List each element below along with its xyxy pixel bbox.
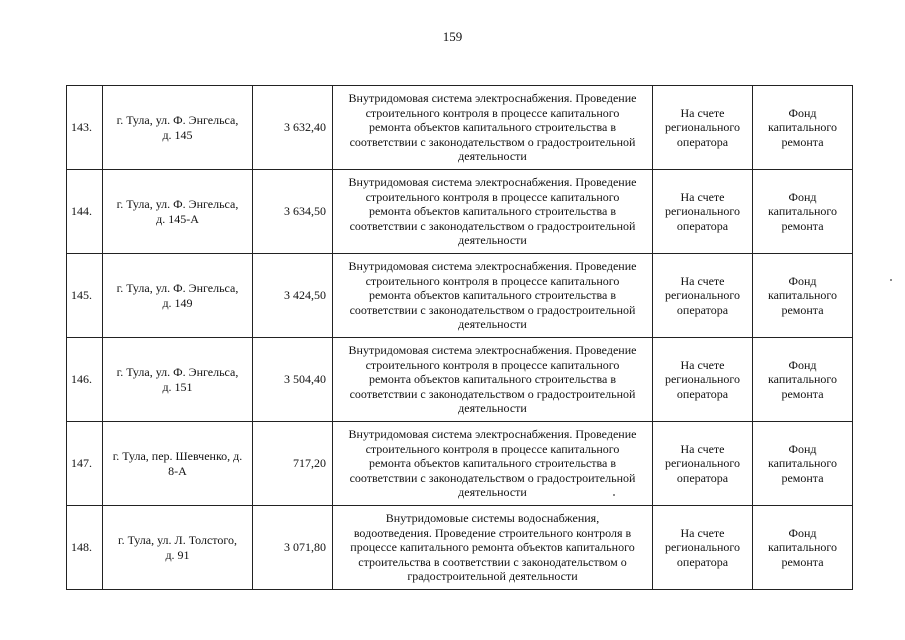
row-number-cell bbox=[67, 86, 103, 170]
source-line: Фонд bbox=[788, 441, 817, 456]
source-line: Фонд bbox=[788, 273, 817, 288]
row-number-cell bbox=[67, 422, 103, 506]
work-description-cell bbox=[333, 338, 653, 422]
row-number-cell bbox=[67, 254, 103, 338]
address-line: г. Тула, ул. Ф. Энгельса, bbox=[116, 280, 239, 295]
method-line: регионального bbox=[664, 288, 741, 303]
source-line: ремонта bbox=[781, 554, 824, 569]
row-number: 143 . bbox=[71, 120, 92, 135]
accumulation-method-cell bbox=[653, 422, 753, 506]
accumulation-method-cell bbox=[653, 506, 753, 590]
method-line: На счете bbox=[680, 189, 725, 204]
address-cell bbox=[103, 422, 253, 506]
source-line: Фонд bbox=[788, 357, 817, 372]
work-line: деятельности bbox=[458, 149, 527, 164]
row-number-cell bbox=[67, 506, 103, 590]
method-line: регионального bbox=[664, 456, 741, 471]
source-line: капитального bbox=[768, 204, 837, 219]
address-line: д. 151 bbox=[162, 379, 193, 394]
work-line: строительства в соответствии с законодательством о bbox=[358, 554, 627, 569]
source-line: капитального bbox=[768, 120, 837, 135]
address-line: д. 149 bbox=[162, 295, 193, 310]
table-row bbox=[67, 422, 853, 506]
work-line: соответствии с законодательством о градостроительной bbox=[349, 470, 636, 485]
row-number-cell bbox=[67, 338, 103, 422]
accumulation-method-cell bbox=[653, 338, 753, 422]
work-line: Внутридомовая система электроснабжения. Проведение bbox=[348, 259, 637, 274]
work-line: соответствии с законодательством о градостроительной bbox=[349, 302, 636, 317]
row-number: 144 . bbox=[71, 204, 92, 219]
work-line: ремонта объектов капитального строительства в bbox=[368, 204, 617, 219]
table-row bbox=[67, 86, 853, 170]
work-line: строительного контроля в процессе капитального bbox=[365, 189, 620, 204]
source-line: ремонта bbox=[781, 218, 824, 233]
method-line: регионального bbox=[664, 204, 741, 219]
funding-source-cell bbox=[753, 86, 853, 170]
area-cell: 3 424,50 bbox=[253, 254, 333, 338]
funding-source-cell bbox=[753, 422, 853, 506]
work-line: деятельности bbox=[458, 485, 527, 500]
work-line: деятельности bbox=[458, 317, 527, 332]
work-line: ремонта объектов капитального строительства в bbox=[368, 456, 617, 471]
work-description-cell bbox=[333, 254, 653, 338]
work-description-cell bbox=[333, 422, 653, 506]
address-cell bbox=[103, 170, 253, 254]
work-line: ремонта объектов капитального строительства в bbox=[368, 120, 617, 135]
work-line: деятельности bbox=[458, 401, 527, 416]
method-line: На счете bbox=[680, 441, 725, 456]
method-line: оператора bbox=[676, 470, 729, 485]
work-line: строительного контроля в процессе капитального bbox=[365, 357, 620, 372]
work-line: водоотведения. Проведение строительного контроля в bbox=[353, 525, 632, 540]
funding-source-cell bbox=[753, 506, 853, 590]
method-line: регионального bbox=[664, 120, 741, 135]
source-line: Фонд bbox=[788, 525, 817, 540]
area-cell: 3 632,40 bbox=[253, 86, 333, 170]
source-line: капитального bbox=[768, 372, 837, 387]
row-number: 147 . bbox=[71, 456, 92, 471]
work-line: строительного контроля в процессе капитального bbox=[365, 273, 620, 288]
address-line: г. Тула, пер. Шевченко, д. bbox=[112, 448, 243, 463]
source-line: ремонта bbox=[781, 302, 824, 317]
method-line: регионального bbox=[664, 372, 741, 387]
table-row bbox=[67, 338, 853, 422]
work-line: соответствии с законодательством о градостроительной bbox=[349, 386, 636, 401]
address-line: г. Тула, ул. Ф. Энгельса, bbox=[116, 364, 239, 379]
method-line: На счете bbox=[680, 273, 725, 288]
work-line: Внутридомовая система электроснабжения. Проведение bbox=[348, 91, 637, 106]
table-row bbox=[67, 506, 853, 590]
method-line: оператора bbox=[676, 218, 729, 233]
method-line: На счете bbox=[680, 525, 725, 540]
work-line: строительного контроля в процессе капитального bbox=[365, 441, 620, 456]
source-line: капитального bbox=[768, 456, 837, 471]
method-line: На счете bbox=[680, 105, 725, 120]
source-line: ремонта bbox=[781, 134, 824, 149]
row-number: 145 . bbox=[71, 288, 92, 303]
work-line: ремонта объектов капитального строительства в bbox=[368, 372, 617, 387]
address-cell bbox=[103, 338, 253, 422]
source-line: капитального bbox=[768, 288, 837, 303]
address-line: г. Тула, ул. Ф. Энгельса, bbox=[116, 196, 239, 211]
address-line: д. 91 bbox=[165, 547, 190, 562]
work-line: Внутридомовая система электроснабжения. Проведение bbox=[348, 175, 637, 190]
work-line: соответствии с законодательством о градостроительной bbox=[349, 134, 636, 149]
table-row bbox=[67, 254, 853, 338]
address-cell bbox=[103, 86, 253, 170]
address-line: 8-А bbox=[168, 463, 187, 478]
address-line: д. 145-А bbox=[156, 211, 199, 226]
accumulation-method-cell bbox=[653, 86, 753, 170]
source-line: ремонта bbox=[781, 470, 824, 485]
address-cell bbox=[103, 506, 253, 590]
row-number-cell bbox=[67, 170, 103, 254]
row-number: 148 . bbox=[71, 540, 92, 555]
funding-source-cell bbox=[753, 170, 853, 254]
row-number: 146 . bbox=[71, 372, 92, 387]
works-table bbox=[66, 85, 853, 590]
page-number: 159 bbox=[442, 29, 463, 44]
work-line: Внутридомовая система электроснабжения. Проведение bbox=[348, 427, 637, 442]
work-description-cell bbox=[333, 86, 653, 170]
area-cell: 3 634,50 bbox=[253, 170, 333, 254]
method-line: оператора bbox=[676, 134, 729, 149]
accumulation-method-cell bbox=[653, 170, 753, 254]
work-line: процессе капитального ремонта объектов капитального bbox=[350, 540, 635, 555]
table-body bbox=[67, 86, 853, 590]
address-cell bbox=[103, 254, 253, 338]
method-line: оператора bbox=[676, 302, 729, 317]
work-line: ремонта объектов капитального строительства в bbox=[368, 288, 617, 303]
table-row bbox=[67, 170, 853, 254]
area-cell: 3 504,40 bbox=[253, 338, 333, 422]
work-line: деятельности bbox=[458, 233, 527, 248]
method-line: регионального bbox=[664, 540, 741, 555]
address-line: г. Тула, ул. Ф. Энгельса, bbox=[116, 112, 239, 127]
address-line: г. Тула, ул. Л. Толстого, bbox=[118, 532, 237, 547]
source-line: ремонта bbox=[781, 386, 824, 401]
scan-speck bbox=[890, 279, 892, 281]
method-line: оператора bbox=[676, 554, 729, 569]
source-line: Фонд bbox=[788, 105, 817, 120]
work-line: градостроительной деятельности bbox=[407, 569, 578, 584]
work-line: Внутридомовая система электроснабжения. Проведение bbox=[348, 343, 637, 358]
work-line: соответствии с законодательством о градостроительной bbox=[349, 218, 636, 233]
work-line: Внутридомовые системы водоснабжения, bbox=[385, 511, 600, 526]
work-line: строительного контроля в процессе капитального bbox=[365, 105, 620, 120]
work-description-cell bbox=[333, 506, 653, 590]
work-description-cell bbox=[333, 170, 653, 254]
address-line: д. 145 bbox=[162, 127, 193, 142]
funding-source-cell bbox=[753, 254, 853, 338]
funding-source-cell bbox=[753, 338, 853, 422]
accumulation-method-cell bbox=[653, 254, 753, 338]
area-cell: 717,20 bbox=[253, 422, 333, 506]
scan-speck bbox=[613, 494, 615, 496]
source-line: капитального bbox=[768, 540, 837, 555]
area-cell: 3 071,80 bbox=[253, 506, 333, 590]
method-line: На счете bbox=[680, 357, 725, 372]
source-line: Фонд bbox=[788, 189, 817, 204]
method-line: оператора bbox=[676, 386, 729, 401]
